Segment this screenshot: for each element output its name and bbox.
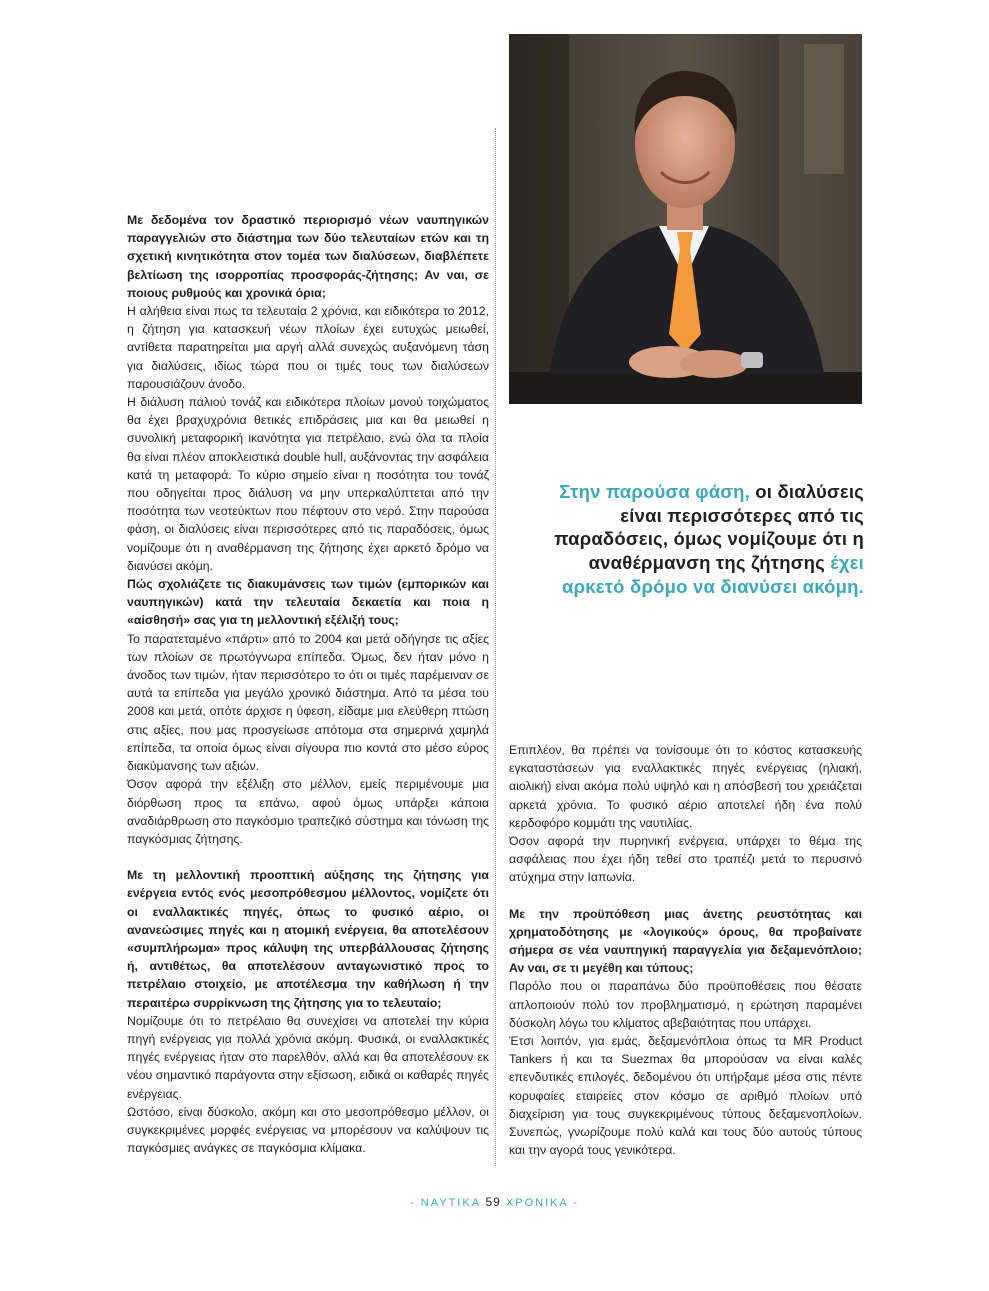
pull-quote-text: οι διαλύσεις είναι περισσότερες από τις παραδόσεις, όμως νομίζουμε ότι η αναθέρμανση της ζήτησης (554, 481, 864, 574)
question-3: Με τη μελλοντική προοπτική αύξησης της ζήτησης για ενέργεια εντός ενός μεσοπρόθεσμου μέλλοντος, νομίζετε ότι οι εναλλακτικές πηγές, όπως το φυσικό αέριο, οι ανανεώσιμες πηγές και η ατομική ενέργεια, θα αποτελέσουν «συμπλήρωμα» προς κάλυψη της υπερβάλλουσας ζήτησης ή, αντιθέτως, θα αποτελέσουν ανταγωνιστικό προς το πετρέλαιο στοιχείο, με αποτέλεσμα την καθήλωση ή την περαιτέρω συρρίκνωση της ζήτησης για το τελευταίο; (127, 868, 489, 1010)
question-4: Με την προϋπόθεση μιας άνετης ρευστότητας και χρηματοδότησης με «λογικούς» όρους, θα προβαίνατε σήμερα σε νέα ναυπηγική παραγγελία για δεξαμενόπλοιο; Αν ναι, σε τι μεγέθη και τύπους; (509, 906, 862, 976)
column-divider (495, 128, 496, 1166)
page-footer (0, 1195, 989, 1209)
answer-4-paragraph-2: Έτσι λοιπόν, για εμάς, δεξαμενόπλοια όπως τα MR Product Tankers ή και τα Suezmax θα μπορούσαν να είναι καλές επενδυτικές επιλογές, δεδομένου ότι υπήρξαμε μέσα στις πέντε κορυφαίες εταιρείες στον κόσμο σε αριθμό πλοίων υπό διαχείριση για τους συγκεκριμένους τύπους δεξαμενοπλοίων. Συνεπώς, γνωρίζουμε πολύ καλά και τους δύο αυτούς τύπους και την αγορά τους γενικότερα. (509, 1034, 862, 1158)
pull-quote-highlight-2: έχει αρκετό δρόμο να διανύσει ακόμη. (562, 552, 864, 597)
portrait-photo (509, 34, 862, 404)
magazine-name-part-2: ΧΡΟΝΙΚΑ - (500, 1197, 579, 1209)
answer-2-paragraph-2: Όσον αφορά την εξέλιξη στο μέλλον, εμείς περιμένουμε μια διόρθωση προς τα επάνω, αφού όμως υπάρξει κάποια αναδιάρθρωση στο παγκόσμιο τραπεζικό σύστημα και τόνωση της παγκόσμιας ζήτησης. (127, 777, 489, 846)
answer-3-paragraph-4: Όσον αφορά την πυρηνική ενέργεια, υπάρχει το θέμα της ασφάλειας που έχει ήδη τεθεί στο τραπέζι μετά το περυσινό ατύχημα στην Ιαπωνία. (509, 834, 862, 885)
magazine-name-part-1: - ΝΑΥΤΙΚΑ (410, 1197, 486, 1209)
answer-2-paragraph-1: Το παρατεταμένο «πάρτι» από το 2004 και μετά οδήγησε τις αξίες των πλοίων σε πρωτόγνωρα επίπεδα. Όμως, δεν ήταν μόνο η άνοδος των τιμών, ήταν περισσότερο το ότι οι τιμές παρέμειναν σε αυτά τα επίπεδα για μεγάλο χρονικό διάστημα. Από τα μέσα του 2008 και μετά, οπότε άρχισε η ύφεση, είδαμε μια ελεύθερη πτώση στις αξίες, που μας προσγείωσε απότομα στα σημερινά χαμηλά επίπεδα, τα οποία όμως είναι σίγουρα πιο κοντά στο μέσο εύρος διακύμανσης των αξιών. (127, 631, 489, 774)
answer-3-paragraph-1: Νομίζουμε ότι το πετρέλαιο θα συνεχίσει να αποτελεί την κύρια πηγή ενέργειας για πολλά χρόνια ακόμη. Φυσικά, οι εναλλακτικές πηγές ενέργειας ήταν στο παρελθόν, αλλά και θα αποτελέσουν εκ νέου σημαντικό παράγοντα στην εξίσωση, ειδικά οι καθαρές πηγές ενέργειας. (127, 1013, 489, 1101)
answer-3-paragraph-3: Επιπλέον, θα πρέπει να τονίσουμε ότι το κόστος κατασκευής εγκαταστάσεων για εναλλακτικές πηγές ενέργειας (ηλιακή, αιολική) είναι ακόμα πολύ υψηλό και η απόσβεσή του χρειάζεται αρκετά χρόνια. Το φυσικό αέριο αποτελεί ήδη ένα πολύ κερδοφόρο κομμάτι της ναυτιλίας. (509, 743, 862, 830)
article-column-right (509, 741, 862, 1159)
answer-1-paragraph-2: Η διάλυση παλιού τονάζ και ειδικότερα πλοίων μονού τοιχώματος θα έχει βραχυχρόνια θετικές επιδράσεις μια και θα μειωθεί η συνολική μεταφορική ικανότητα για πετρέλαιο, ενώ όλα τα πλοία θα είναι πλέον αποκλειστικά double hull, αυξάνοντας την ασφάλεια κατά τη μεταφορά. Το κύριο σημείο είναι η ποσότητα του τονάζ που οδηγείται προς διάλυση να μην υπερκαλύπτεται από την ποσότητα των νεοτεύκτων που πέφτουν στο νερό. Στην παρούσα φάση, οι διαλύσεις είναι περισσότερες από τις παραδόσεις, όμως νομίζουμε ότι η αναθέρμανση της ζήτησης έχει αρκετό δρόμο να διανύσει ακόμη. (127, 395, 489, 573)
pull-quote (540, 480, 864, 599)
question-1: Με δεδομένα τον δραστικό περιορισμό νέων ναυπηγικών παραγγελιών στο διάστημα των δύο τελευταίων ετών και τη σχετική κινητικότητα στον τομέα των διαλύσεων, διαβλέπετε βελτίωση της ισορροπίας προσφοράς-ζήτησης; Αν ναι, σε ποιους ρυθμούς και χρονικά όρια; (127, 213, 489, 300)
article-column-left (127, 211, 489, 1157)
answer-3-paragraph-2: Ωστόσο, είναι δύσκολο, ακόμη και στο μεσοπρόθεσμο μέλλον, οι συγκεκριμένες μορφές ενέργειας να μπορέσουν να καλύψουν τις παγκόσμιες ανάγκες σε παγκόσμια κλίμακα. (127, 1104, 489, 1156)
answer-4-paragraph-1: Παρόλο που οι παραπάνω δύο προϋποθέσεις που θέσατε απλοποιούν πολύ τον προβληματισμό, η ερώτηση παραμένει δύσκολη λόγω του κλίματος αβεβαιότητας που υπάρχει. (509, 979, 862, 1030)
pull-quote-highlight-1: Στην παρούσα φάση, (559, 481, 750, 502)
question-2: Πώς σχολιάζετε τις διακυμάνσεις των τιμών (εμπορικών και ναυπηγικών) κατά την τελευταία δεκαετία και ποια η «αίσθησή» σας για τη μελλοντική εξέλιξή τους; (127, 577, 489, 628)
paragraph-gap (509, 887, 862, 905)
answer-1-paragraph-1: Η αλήθεια είναι πως τα τελευταία 2 χρόνια, και ειδικότερα το 2012, η ζήτηση για κατασκευή νέων πλοίων έχει ευτυχώς μειωθεί, αντίθετα παρατηρείται μια αργή αλλά συνεχώς αυξανόμενη τάση για διαλύσεις, ιδίως τώρα που οι τιμές τους των διαλύσεων παρουσιάζουν άνοδο. (127, 304, 489, 391)
paragraph-gap (127, 848, 489, 866)
page-number: 59 (485, 1195, 501, 1209)
